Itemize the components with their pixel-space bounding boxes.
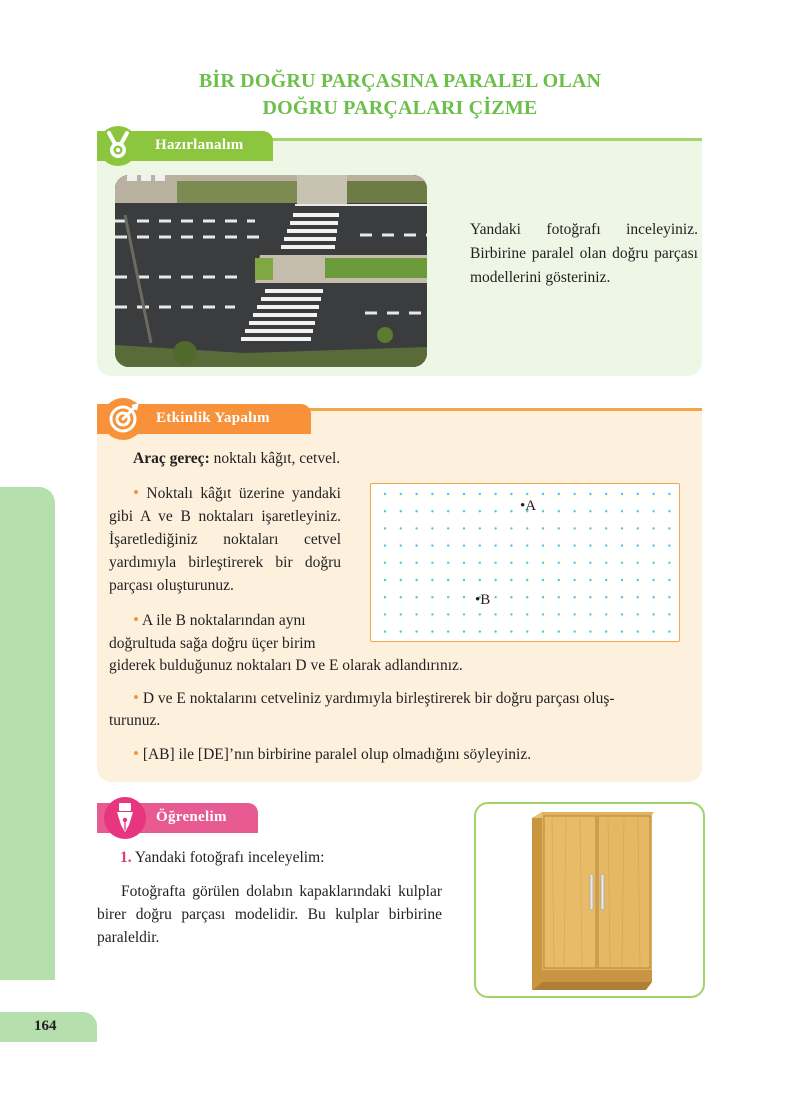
grid-dot	[621, 596, 623, 598]
grid-dot	[447, 527, 449, 529]
grid-dot	[463, 630, 465, 632]
grid-dot	[384, 630, 386, 632]
grid-dot	[384, 613, 386, 615]
grid-dot	[447, 510, 449, 512]
etkinlik-item-2a-text: A ile B noktalarından aynı doğrultuda sağa doğru üçer birim	[109, 612, 316, 652]
grid-dot	[637, 630, 639, 632]
grid-dot	[494, 630, 496, 632]
grid-dot	[384, 579, 386, 581]
etkinlik-item-4-text: [AB] ile [DE]’nın birbirine paralel olup olmadığını söyleyiniz.	[142, 746, 532, 763]
grid-dot	[384, 493, 386, 495]
grid-dot	[431, 579, 433, 581]
grid-dot	[384, 596, 386, 598]
grid-dot	[479, 544, 481, 546]
grid-dot	[431, 510, 433, 512]
grid-dot	[637, 613, 639, 615]
grid-dot	[621, 579, 623, 581]
grid-dot	[431, 613, 433, 615]
grid-dot	[589, 527, 591, 529]
etkinlik-item-1-text: Noktalı kâğıt üzerine yandaki gibi A ve B noktaları işaretleyiniz. İşaretlediğiniz noktaları cetvel yardımıyla birleştirerek bir doğru parçası oluşturunuz.	[109, 485, 341, 594]
etkinlik-item-3a-text: D ve E noktalarını cetveliniz yardımıyla birleştirerek bir doğru parçası oluş-	[142, 690, 615, 707]
grid-dot	[605, 493, 607, 495]
grid-dot	[652, 544, 654, 546]
grid-dot	[573, 596, 575, 598]
grid-dot	[573, 493, 575, 495]
grid-dot	[668, 579, 670, 581]
grid-dot	[510, 510, 512, 512]
grid-dot	[668, 493, 670, 495]
grid-dot	[637, 510, 639, 512]
grid-dot	[526, 579, 528, 581]
grid-dot	[542, 596, 544, 598]
grid-dot	[479, 579, 481, 581]
grid-dot	[479, 510, 481, 512]
grid-dot	[605, 527, 607, 529]
grid-dot	[621, 527, 623, 529]
grid-dot	[384, 544, 386, 546]
grid-dot	[542, 562, 544, 564]
grid-dot	[431, 596, 433, 598]
grid-dot	[605, 510, 607, 512]
grid-dot	[415, 527, 417, 529]
grid-dot	[621, 544, 623, 546]
grid-dot	[573, 562, 575, 564]
grid-dot	[494, 510, 496, 512]
bullet-icon: •	[133, 483, 139, 502]
grid-dot	[558, 562, 560, 564]
grid-dot	[526, 493, 528, 495]
grid-dot	[415, 596, 417, 598]
grid-dot	[526, 596, 528, 598]
grid-dot	[463, 596, 465, 598]
title-line-1: BİR DOĞRU PARÇASINA PARALEL OLAN	[198, 70, 602, 92]
grid-dot	[526, 562, 528, 564]
grid-dot	[605, 562, 607, 564]
wardrobe-photo	[474, 802, 705, 998]
grid-dot	[526, 544, 528, 546]
grid-dot	[652, 562, 654, 564]
grid-dot	[447, 544, 449, 546]
grid-dot	[668, 562, 670, 564]
grid-dot	[637, 527, 639, 529]
grid-dot	[400, 579, 402, 581]
grid-dot	[652, 493, 654, 495]
grid-dot	[605, 544, 607, 546]
etkinlik-item-2b: giderek bulduğunuz noktaları D ve E olarak adlandırınız.	[109, 657, 463, 674]
grid-dot	[589, 544, 591, 546]
bullet-icon: •	[133, 744, 139, 763]
grid-dot	[542, 613, 544, 615]
grid-dot	[668, 613, 670, 615]
grid-dot	[558, 630, 560, 632]
grid-dot	[510, 596, 512, 598]
grid-dot	[558, 613, 560, 615]
target-icon	[102, 398, 144, 440]
point-a-label: •A	[520, 498, 537, 514]
grid-dot	[400, 527, 402, 529]
grid-dot	[447, 630, 449, 632]
grid-dot	[589, 630, 591, 632]
grid-dot	[558, 579, 560, 581]
grid-dot	[652, 527, 654, 529]
grid-dot	[589, 510, 591, 512]
bullet-icon: •	[133, 688, 139, 707]
grid-dot	[558, 493, 560, 495]
grid-dot	[384, 562, 386, 564]
grid-dot	[479, 630, 481, 632]
grid-dot	[431, 630, 433, 632]
grid-dot	[494, 613, 496, 615]
grid-dot	[400, 613, 402, 615]
point-a-text: A	[525, 498, 537, 514]
grid-dot	[463, 579, 465, 581]
etkinlik-item-2a	[109, 608, 345, 655]
grid-dot	[479, 493, 481, 495]
grid-dot	[415, 613, 417, 615]
medal-icon	[98, 126, 138, 166]
etkinlik-item-3b: turunuz.	[109, 712, 161, 729]
grid-dot	[463, 613, 465, 615]
grid-dot	[558, 527, 560, 529]
etkinlik-item-3a	[133, 686, 615, 710]
title-line-2: DOĞRU PARÇALARI ÇİZME	[262, 97, 538, 119]
side-tab	[0, 487, 55, 980]
grid-dot	[415, 579, 417, 581]
grid-dot	[605, 613, 607, 615]
grid-dot	[652, 630, 654, 632]
grid-dot	[447, 596, 449, 598]
grid-dot	[605, 596, 607, 598]
grid-dot	[589, 579, 591, 581]
grid-dot	[494, 579, 496, 581]
grid-dot	[400, 510, 402, 512]
grid-dot	[652, 613, 654, 615]
grid-dot	[589, 562, 591, 564]
grid-dot	[589, 493, 591, 495]
grid-dot	[637, 596, 639, 598]
arac-gerec-value: noktalı kâğıt, cetvel.	[209, 450, 341, 467]
grid-dot	[447, 493, 449, 495]
grid-dot	[637, 579, 639, 581]
grid-dot	[652, 596, 654, 598]
grid-dot	[463, 527, 465, 529]
grid-dot	[384, 510, 386, 512]
grid-dot	[447, 562, 449, 564]
grid-dot	[447, 613, 449, 615]
grid-dot	[431, 527, 433, 529]
grid-dot	[558, 596, 560, 598]
grid-dot	[447, 579, 449, 581]
grid-dot	[589, 613, 591, 615]
grid-dot	[479, 527, 481, 529]
street-crosswalk-photo	[115, 175, 427, 367]
grid-dot	[542, 493, 544, 495]
grid-dot	[573, 544, 575, 546]
grid-dot	[668, 527, 670, 529]
grid-dot	[668, 630, 670, 632]
grid-dot	[542, 630, 544, 632]
grid-dot	[494, 493, 496, 495]
grid-dot	[637, 562, 639, 564]
hazirlanalim-label: Hazırlanalım	[155, 137, 244, 153]
grid-dot	[668, 596, 670, 598]
pen-nib-icon	[104, 797, 146, 839]
grid-dot	[605, 630, 607, 632]
grid-dot	[668, 510, 670, 512]
grid-dot	[510, 613, 512, 615]
grid-dot	[400, 493, 402, 495]
ogrenelim-label: Öğrenelim	[156, 809, 227, 825]
grid-dot	[605, 579, 607, 581]
grid-dot	[573, 630, 575, 632]
grid-dot	[415, 562, 417, 564]
grid-dot	[431, 493, 433, 495]
grid-dot	[621, 510, 623, 512]
grid-dot	[463, 510, 465, 512]
grid-dot	[542, 527, 544, 529]
grid-dot	[652, 510, 654, 512]
grid-dot	[479, 613, 481, 615]
grid-dot	[400, 596, 402, 598]
grid-dot	[652, 579, 654, 581]
grid-dot	[510, 544, 512, 546]
grid-dot	[400, 630, 402, 632]
grid-dot	[637, 493, 639, 495]
bullet-icon: •	[133, 610, 139, 629]
grid-dot	[510, 562, 512, 564]
grid-dot	[510, 630, 512, 632]
grid-dot	[621, 630, 623, 632]
ogrenelim-text: Fotoğrafta görülen dolabın kapaklarındaki kulplar birer doğru parçası modelidir. Bu kulplar birbirine paraleldir.	[97, 883, 442, 946]
grid-dot	[542, 544, 544, 546]
etkinlik-item-1	[109, 481, 341, 597]
etkinlik-item-4	[133, 742, 531, 766]
grid-dot	[589, 596, 591, 598]
grid-dot	[400, 562, 402, 564]
grid-dot	[526, 613, 528, 615]
arac-gerec-label: Araç gereç:	[133, 450, 210, 467]
grid-dot	[573, 613, 575, 615]
grid-dot	[573, 579, 575, 581]
grid-dot	[558, 544, 560, 546]
grid-dot	[494, 596, 496, 598]
grid-dot	[510, 493, 512, 495]
grid-dot	[637, 544, 639, 546]
grid-dot	[510, 579, 512, 581]
etkinlik-label: Etkinlik Yapalım	[156, 410, 270, 426]
grid-dot	[415, 630, 417, 632]
grid-dot	[463, 562, 465, 564]
grid-dot	[431, 562, 433, 564]
dot-paper	[370, 483, 680, 642]
grid-dot	[621, 613, 623, 615]
grid-dot	[463, 493, 465, 495]
grid-dot	[400, 544, 402, 546]
ogrenelim-intro	[120, 846, 324, 869]
grid-dot	[431, 544, 433, 546]
page-number: 164	[34, 1018, 57, 1034]
grid-dot	[479, 562, 481, 564]
ogrenelim-intro-text: Yandaki fotoğrafı inceleyelim:	[131, 849, 325, 866]
grid-dot	[494, 527, 496, 529]
grid-dot	[384, 527, 386, 529]
grid-dot	[558, 510, 560, 512]
hazirlanalim-text: Yandaki fotoğrafı inceleyiniz. Birbirine paralel olan doğru parçası modellerini gösteriniz.	[470, 221, 698, 286]
grid-dot	[621, 562, 623, 564]
page-title	[0, 68, 800, 122]
grid-dot	[415, 544, 417, 546]
point-b-text: B	[480, 592, 491, 608]
grid-dot	[542, 579, 544, 581]
grid-dot	[542, 510, 544, 512]
grid-dot	[621, 493, 623, 495]
grid-dot	[668, 544, 670, 546]
grid-dot	[494, 544, 496, 546]
grid-dot	[415, 510, 417, 512]
grid-dot	[510, 527, 512, 529]
grid-dot	[463, 544, 465, 546]
grid-dot	[573, 527, 575, 529]
grid-dot	[526, 630, 528, 632]
grid-dot	[573, 510, 575, 512]
grid-dot	[494, 562, 496, 564]
arac-gerec-line	[133, 447, 340, 470]
grid-dot	[415, 493, 417, 495]
ogrenelim-num: 1.	[120, 849, 132, 866]
grid-dot	[526, 527, 528, 529]
point-b-label: •B	[475, 592, 491, 608]
